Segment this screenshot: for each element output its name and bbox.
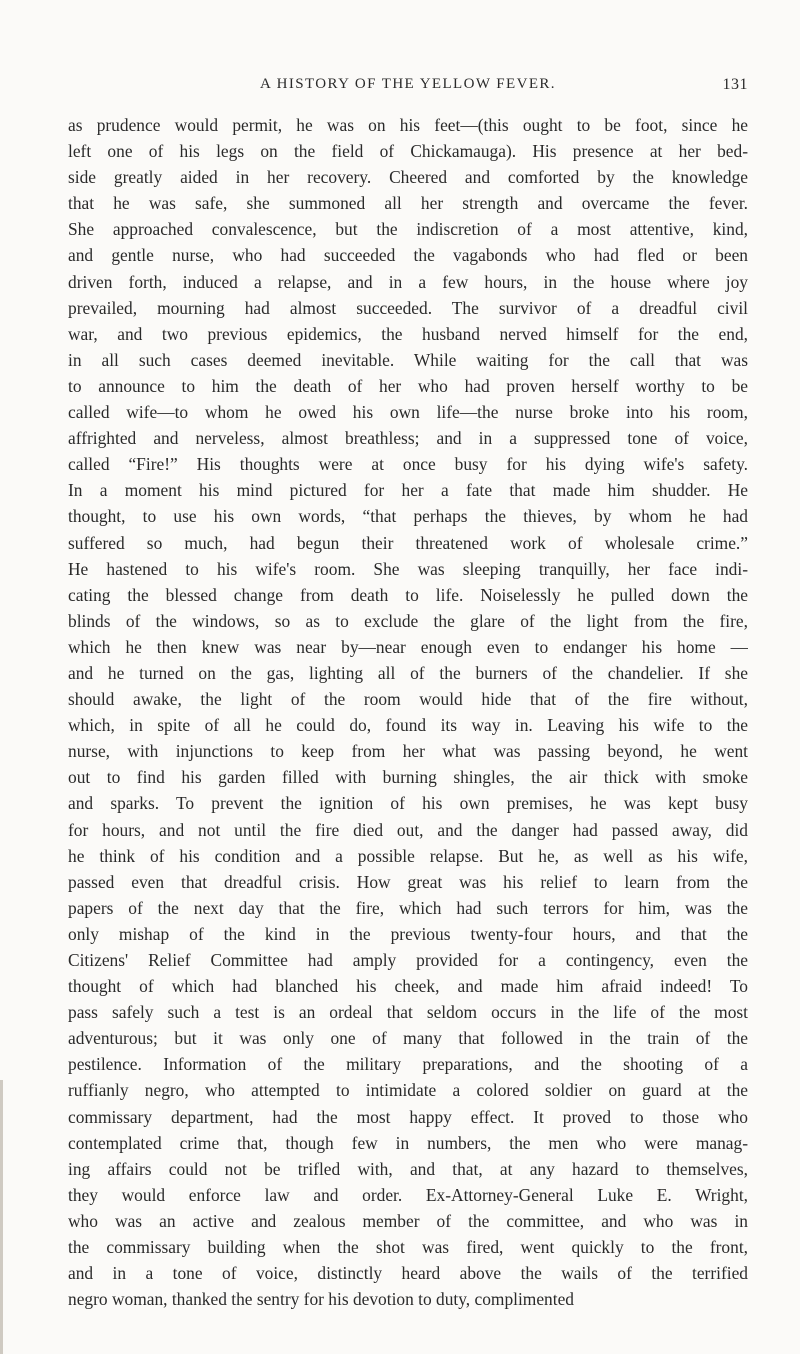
text-line: pestilence. Information of the military preparations, and the shooting of a — [68, 1054, 748, 1075]
text-line: He hastened to his wife's room. She was sleeping tranquilly, her face indi- — [68, 558, 748, 579]
text-line: only mishap of the kind in the previous twenty-four hours, and that the — [68, 923, 748, 944]
running-title: A HISTORY OF THE YELLOW FEVER. — [260, 76, 556, 92]
text-line: prevailed, mourning had almost succeeded. The survivor of a dreadful civil — [68, 297, 748, 318]
page-number: 131 — [722, 76, 748, 93]
text-line: papers of the next day that the fire, which had such terrors for him, was the — [68, 897, 748, 918]
text-line: and sparks. To prevent the ignition of his own premises, he was kept busy — [68, 793, 748, 814]
text-line: side greatly aided in her recovery. Cheered and comforted by the knowledge — [68, 167, 748, 188]
page-edge-shadow — [0, 1080, 3, 1354]
text-line: She approached convalescence, but the indiscretion of a most attentive, kind, — [68, 219, 748, 240]
text-line: ing affairs could not be trifled with, and that, at any hazard to themselves, — [68, 1158, 748, 1179]
text-line: as prudence would permit, he was on his feet—(this ought to be foot, since he — [68, 115, 748, 135]
text-line: contemplated crime that, though few in numbers, the men who were manag- — [68, 1132, 748, 1153]
text-line: thought of which had blanched his cheek, and made him afraid indeed! To — [68, 976, 748, 997]
text-line: driven forth, induced a relapse, and in a few hours, in the house where joy — [68, 271, 748, 292]
text-line: In a moment his mind pictured for her a fate that made him shudder. He — [68, 480, 748, 501]
text-line: the commissary building when the shot was fired, went quickly to the front, — [68, 1237, 748, 1258]
text-line: which he then knew was near by—near enough even to endanger his home — — [68, 636, 748, 657]
text-line: war, and two previous epidemics, the husband nerved himself for the end, — [68, 323, 748, 344]
text-line: in all such cases deemed inevitable. While waiting for the call that was — [68, 349, 748, 370]
text-line: ruffianly negro, who attempted to intimidate a colored soldier on guard at the — [68, 1080, 748, 1101]
body-text — [68, 112, 748, 1312]
text-line: and gentle nurse, who had succeeded the vagabonds who had fled or been — [68, 245, 748, 266]
text-line: that he was safe, she summoned all her strength and overcame the fever. — [68, 193, 748, 214]
text-line: which, in spite of all he could do, found its way in. Leaving his wife to the — [68, 715, 748, 736]
text-line: left one of his legs on the field of Chickamauga). His presence at her bed- — [68, 141, 748, 162]
text-line: for hours, and not until the fire died out, and the danger had passed away, did — [68, 819, 748, 840]
text-line: Citizens' Relief Committee had amply provided for a contingency, even the — [68, 950, 748, 970]
text-line: who was an active and zealous member of the committee, and who was in — [68, 1210, 748, 1231]
text-line: and in a tone of voice, distinctly heard above the wails of the terrified — [68, 1263, 748, 1284]
text-line: out to find his garden filled with burning shingles, the air thick with smoke — [68, 767, 748, 788]
text-line: affrighted and nerveless, almost breathless; and in a suppressed tone of voice, — [68, 428, 748, 449]
text-line: he think of his condition and a possible relapse. But he, as well as his wife, — [68, 845, 748, 866]
text-line: adventurous; but it was only one of many that followed in the train of the — [68, 1028, 748, 1049]
text-line: called “Fire!” His thoughts were at once busy for his dying wife's safety. — [68, 454, 748, 475]
text-line: called wife—to whom he owed his own life—the nurse broke into his room, — [68, 402, 748, 423]
text-line: and he turned on the gas, lighting all of the burners of the chandelier. If she — [68, 662, 748, 683]
text-line: they would enforce law and order. Ex-Attorney-General Luke E. Wright, — [68, 1184, 748, 1205]
text-line: cating the blessed change from death to life. Noiselessly he pulled down the — [68, 584, 748, 605]
text-line: to announce to him the death of her who had proven herself worthy to be — [68, 375, 748, 396]
page-header — [68, 76, 748, 100]
text-line: nurse, with injunctions to keep from her what was passing beyond, he went — [68, 741, 748, 762]
text-line: should awake, the light of the room would hide that of the fire without, — [68, 689, 748, 710]
text-line: passed even that dreadful crisis. How great was his relief to learn from the — [68, 871, 748, 892]
text-line: blinds of the windows, so as to exclude the glare of the light from the fire, — [68, 610, 748, 631]
text-line: suffered so much, had begun their threatened work of wholesale crime.” — [68, 532, 748, 553]
text-line: negro woman, thanked the sentry for his devotion to duty, complimented — [68, 1289, 574, 1310]
text-line: commissary department, had the most happy effect. It proved to those who — [68, 1106, 748, 1127]
text-line: thought, to use his own words, “that perhaps the thieves, by whom he had — [68, 506, 748, 527]
text-line: pass safely such a test is an ordeal that seldom occurs in the life of the most — [68, 1002, 748, 1023]
